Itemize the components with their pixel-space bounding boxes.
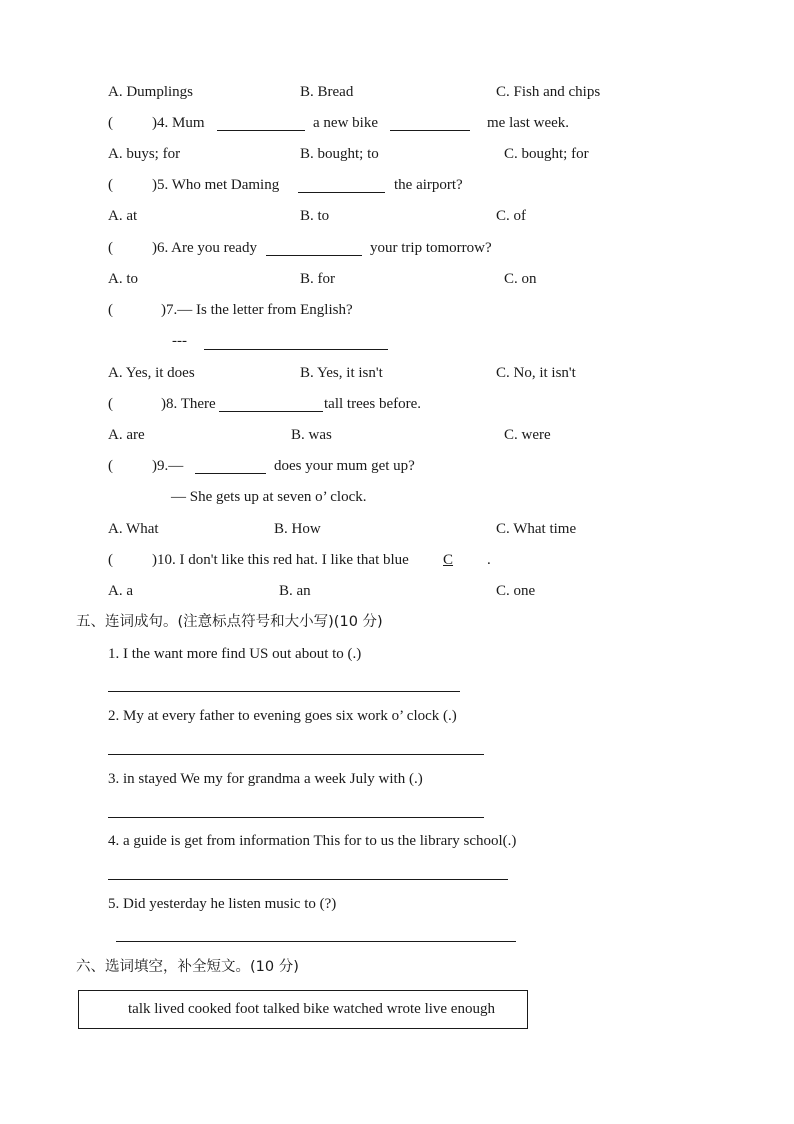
q10-option-a: A. a: [108, 583, 133, 599]
q8-stem-start: )8. There: [161, 396, 216, 412]
q9-stem-end: does your mum get up?: [274, 458, 415, 474]
q4-paren: (: [108, 115, 113, 131]
section5-answer-line-3: [108, 817, 484, 818]
q6-stem-start: )6. Are you ready: [152, 240, 257, 256]
q8-option-a: A. are: [108, 427, 145, 443]
q6-paren: (: [108, 240, 113, 256]
q9-option-c: C. What time: [496, 521, 577, 537]
q4-stem-end: me last week.: [487, 115, 570, 131]
q9-blank: [195, 473, 266, 474]
q8-option-c: C. were: [504, 427, 551, 443]
q6-blank: [266, 255, 362, 256]
word-bank-box: [78, 990, 528, 1029]
q8-stem-end: tall trees before.: [324, 396, 422, 412]
q5-paren: (: [108, 177, 113, 193]
q5-blank: [298, 192, 385, 193]
section6-title: 六、选词填空，补全短文。(10 分): [76, 959, 299, 975]
q9-paren: (: [108, 458, 113, 474]
q7-option-b: B. Yes, it isn't: [300, 365, 383, 381]
section5-answer-line-4: [108, 879, 508, 880]
q8-option-b: B. was: [291, 427, 332, 443]
q7-dash: ---: [172, 333, 187, 349]
q10-stem: )10. I don't like this red hat. I like that blue: [152, 552, 409, 568]
q3-option-a: A. Dumplings: [108, 84, 194, 100]
q10-period: .: [487, 552, 491, 568]
q3-option-b: B. Bread: [300, 84, 354, 100]
section5-answer-line-5: [116, 941, 516, 942]
q7-answer-line: [204, 349, 388, 350]
q4-option-c: C. bought; for: [504, 146, 589, 162]
section5-answer-line-2: [108, 754, 484, 755]
q5-stem-start: )5. Who met Daming: [152, 177, 280, 193]
q4-option-a: A. buys; for: [108, 146, 181, 162]
q4-blank-2: [390, 130, 470, 131]
q5-option-c: C. of: [496, 208, 526, 224]
q10-option-c: C. one: [496, 583, 536, 599]
q4-blank-1: [217, 130, 305, 131]
word-bank-text: talk lived cooked foot talked bike watched wrote live enough: [128, 1001, 495, 1017]
q10-option-b: B. an: [279, 583, 311, 599]
q4-stem-mid: a new bike: [313, 115, 378, 131]
section5-answer-line-1: [108, 691, 460, 692]
q9-stem-start: )9.—: [152, 458, 184, 474]
q3-option-c: C. Fish and chips: [496, 84, 601, 100]
section5-item-1: 1. I the want more find US out about to (.): [108, 646, 362, 662]
q6-option-a: A. to: [108, 271, 138, 287]
q7-paren: (: [108, 302, 113, 318]
q6-option-c: C. on: [504, 271, 537, 287]
q8-blank: [219, 411, 323, 412]
q5-stem-end: the airport?: [394, 177, 463, 193]
q7-stem: )7.— Is the letter from English?: [161, 302, 353, 318]
q7-option-c: C. No, it isn't: [496, 365, 576, 381]
q6-option-b: B. for: [300, 271, 335, 287]
q9-reply: — She gets up at seven o’ clock.: [171, 489, 367, 505]
q7-option-a: A. Yes, it does: [108, 365, 195, 381]
section5-item-5: 5. Did yesterday he listen music to (?): [108, 896, 337, 912]
section5-item-2: 2. My at every father to evening goes six work o’ clock (.): [108, 708, 457, 724]
section5-title: 五、连词成句。(注意标点符号和大小写)(10 分): [76, 614, 383, 630]
q9-option-b: B. How: [274, 521, 321, 537]
q6-stem-end: your trip tomorrow?: [370, 240, 492, 256]
q4-stem-start: )4. Mum: [152, 115, 205, 131]
q8-paren: (: [108, 396, 113, 412]
q5-option-a: A. at: [108, 208, 138, 224]
q10-filled-answer: C: [443, 552, 454, 568]
q10-paren: (: [108, 552, 113, 568]
q5-option-b: B. to: [300, 208, 330, 224]
section5-item-4: 4. a guide is get from information This for to us the library school(.): [108, 833, 517, 849]
section5-item-3: 3. in stayed We my for grandma a week July with (.): [108, 771, 423, 787]
q4-option-b: B. bought; to: [300, 146, 379, 162]
q9-option-a: A. What: [108, 521, 159, 537]
